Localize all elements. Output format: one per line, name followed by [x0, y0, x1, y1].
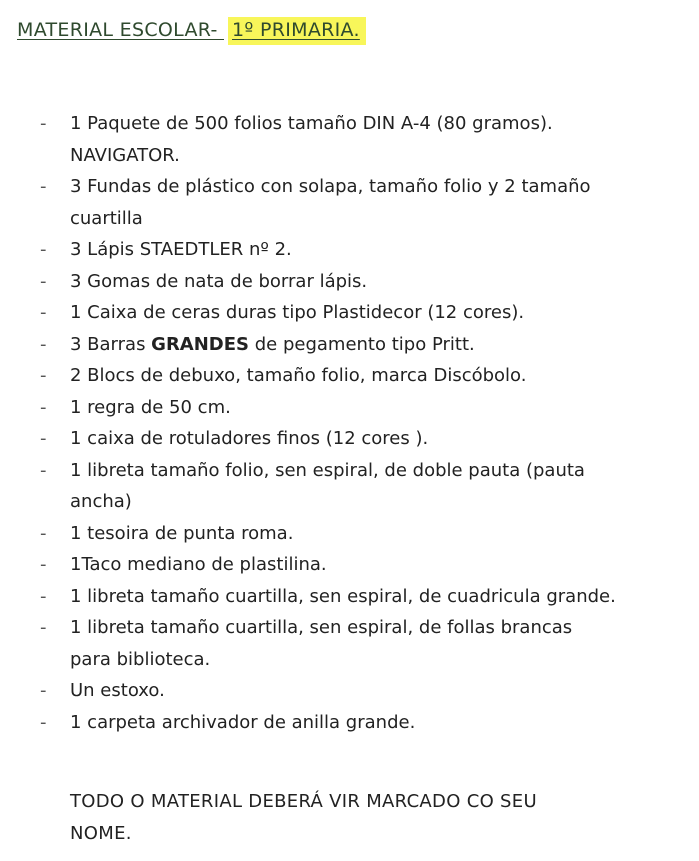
list-item [40, 612, 685, 675]
closing-note [70, 786, 670, 849]
bullet-dash: - [40, 176, 47, 197]
list-item [40, 423, 685, 455]
list-item [40, 329, 685, 361]
list-item-emphasis: GRANDES [151, 333, 250, 355]
title-highlight: 1º PRIMARIA. [228, 17, 366, 45]
list-item-text: de pegamento tipo Pritt. [249, 333, 475, 355]
bullet-dash: - [40, 585, 47, 607]
list-item-text: 2 Blocs de debuxo, tamaño folio, marca Discóbolo. [70, 365, 527, 386]
list-item-text: 1 libreta tamaño cuartilla, sen espiral, de cuadricula grande. [70, 585, 616, 607]
list-item-text: 1 libreta tamaño folio, sen espiral, de doble pauta (pauta [70, 459, 585, 481]
bullet-dash: - [40, 680, 47, 701]
list-item-text: Un estoxo. [70, 680, 165, 701]
list-item [40, 108, 685, 171]
bullet-dash: - [40, 459, 47, 481]
bullet-dash: - [40, 522, 47, 544]
list-item-text: 3 Gomas de nata de borrar lápis. [70, 270, 368, 292]
bullet-dash: - [40, 333, 47, 355]
material-list [40, 108, 685, 738]
list-item-text: ancha) [70, 491, 132, 512]
note-line: TODO O MATERIAL DEBERÁ VIR MARCADO CO SEU [70, 791, 537, 812]
list-item [40, 455, 685, 518]
list-item [40, 707, 685, 739]
bullet-dash: - [40, 428, 47, 449]
list-item [40, 549, 685, 581]
bullet-dash: - [40, 302, 47, 323]
list-item-text: 3 Lápis STAEDTLER nº 2. [70, 239, 292, 260]
list-item-text: 3 Barras [70, 333, 152, 355]
list-item-text: 1 Paquete de 500 folios tamaño DIN A-4 (80 gramos). [70, 113, 553, 134]
list-item-text: 1Taco mediano de plastilina. [70, 554, 327, 575]
list-item [40, 392, 685, 424]
list-item [40, 234, 685, 266]
list-item-text: NAVIGATOR. [70, 144, 180, 166]
list-item-text: 1 carpeta archivador de anilla grande. [70, 711, 416, 733]
bullet-dash: - [40, 365, 47, 386]
bullet-dash: - [40, 239, 47, 260]
list-item-text: 1 regra de 50 cm. [70, 396, 231, 418]
bullet-dash: - [40, 554, 47, 575]
bullet-dash: - [40, 617, 47, 638]
list-item [40, 675, 685, 707]
bullet-dash: - [40, 396, 47, 418]
note-line: NOME. [70, 822, 132, 844]
list-item [40, 266, 685, 298]
list-item [40, 581, 685, 613]
list-item [40, 360, 685, 392]
list-item-text: 1 Caixa de ceras duras tipo Plastidecor (12 cores). [70, 302, 525, 323]
list-item-text: 1 libreta tamaño cuartilla, sen espiral, de follas brancas [70, 617, 573, 638]
list-item-text: cuartilla [70, 207, 143, 229]
bullet-dash: - [40, 711, 47, 733]
list-item-text: 1 caixa de rotuladores finos (12 cores ). [70, 428, 429, 449]
page-title [17, 19, 366, 41]
bullet-dash: - [40, 270, 47, 292]
list-item [40, 518, 685, 550]
list-item [40, 297, 685, 329]
list-item-text: para biblioteca. [70, 648, 211, 670]
list-item-text: 1 tesoira de punta roma. [70, 522, 294, 544]
list-item-text: 3 Fundas de plástico con solapa, tamaño folio y 2 tamaño [70, 176, 591, 197]
title-prefix: MATERIAL ESCOLAR- [17, 19, 224, 41]
bullet-dash: - [40, 113, 47, 134]
list-item [40, 171, 685, 234]
